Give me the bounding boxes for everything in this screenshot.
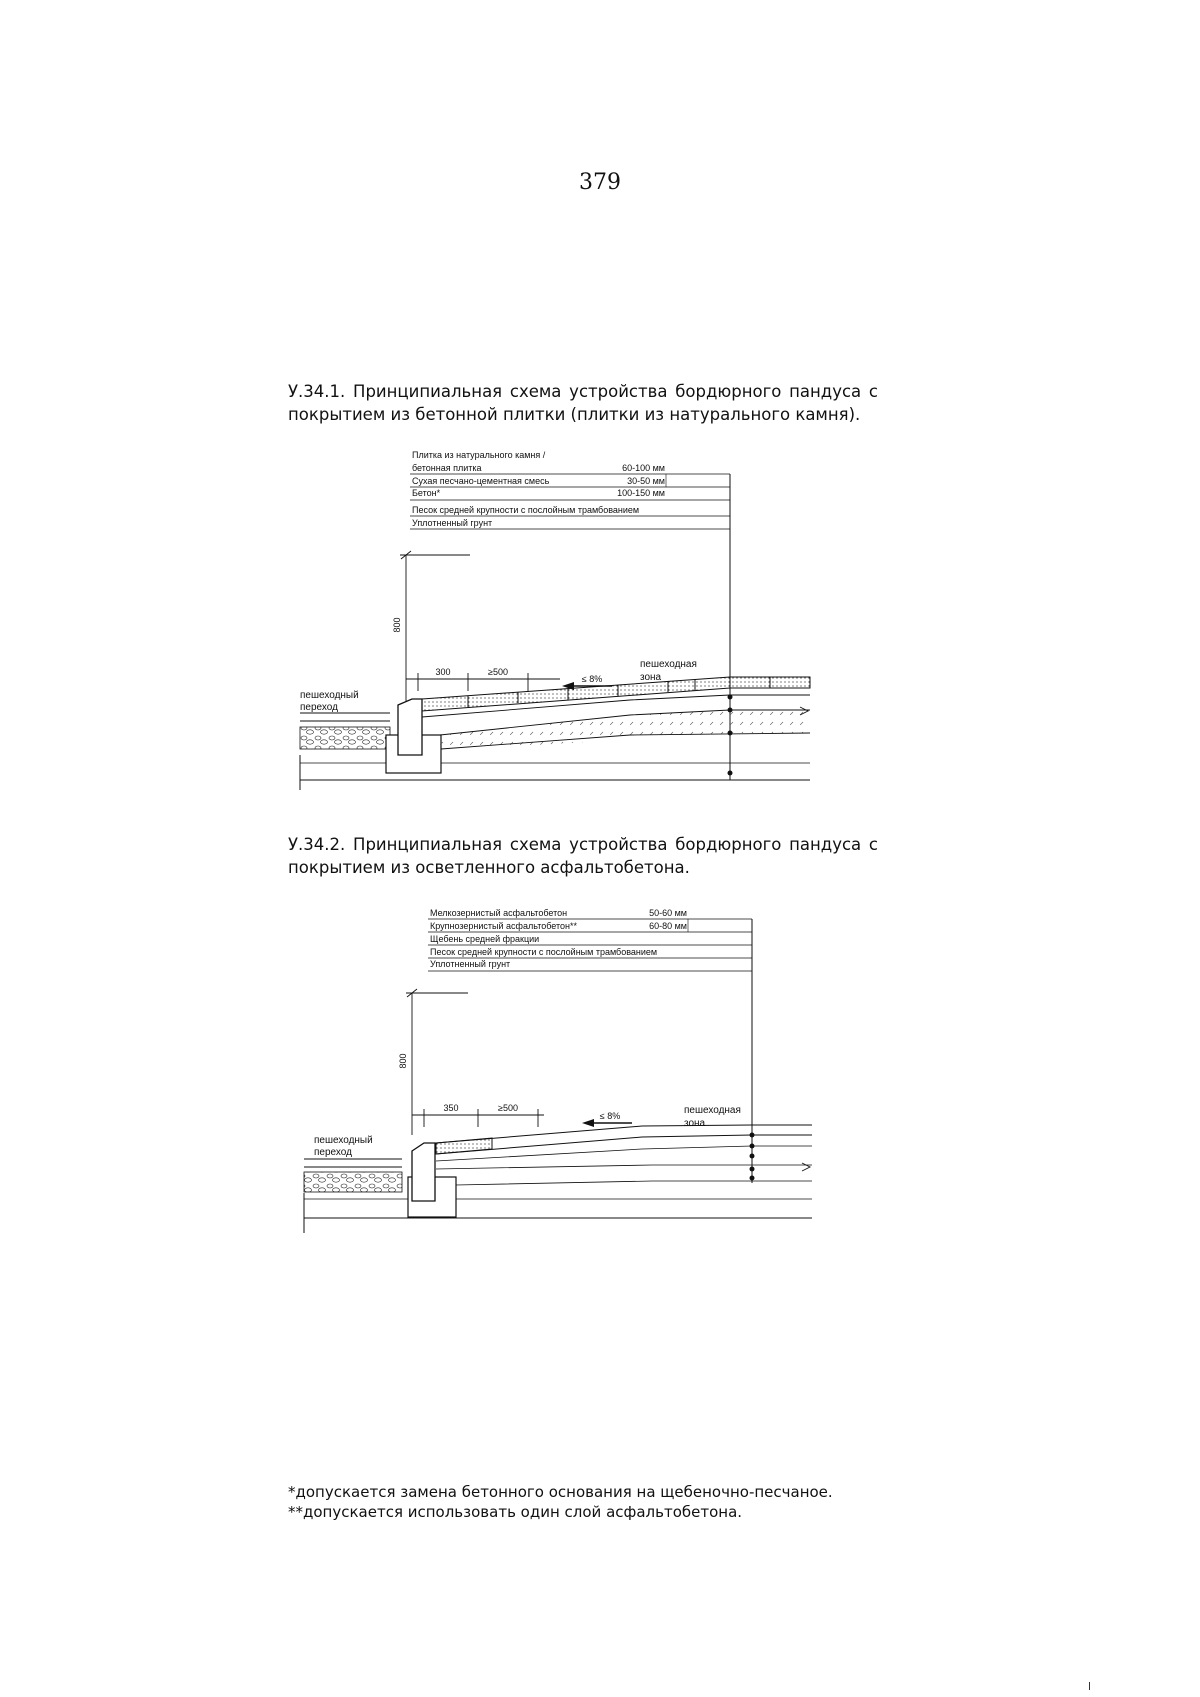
layer-label: Уплотненный грунт xyxy=(412,518,493,528)
crossing-label: переход xyxy=(300,702,338,713)
zone-label: зона xyxy=(640,672,662,683)
layer-label: Песок средней крупности с послойным трамбованием xyxy=(412,505,640,515)
slope-label: ≤ 8% xyxy=(581,674,603,684)
crossing-label: переход xyxy=(314,1147,352,1158)
zone-label: зона xyxy=(684,1118,706,1129)
layer-label: Мелкозернистый асфальтобетон xyxy=(430,908,568,918)
layer-label: Песок средней крупности с послойным трамбованием xyxy=(430,947,658,957)
layer-label: Плитка из натурального камня / xyxy=(412,450,546,460)
crossing-label: пешеходный xyxy=(314,1135,373,1146)
page-number: 379 xyxy=(579,170,621,195)
layer-label: Крупнозернистый асфальтобетон** xyxy=(430,921,577,931)
footnote-2: **допускается использовать один слой асфальтобетона. xyxy=(288,1503,743,1521)
road-section xyxy=(304,1159,812,1233)
dim-500: ≥500 xyxy=(498,1103,518,1113)
zone-label: пешеходная xyxy=(640,659,697,670)
layer-label: Бетон* xyxy=(412,488,441,498)
horizontal-dimensions xyxy=(406,667,560,691)
dim-vertical: 800 xyxy=(392,617,402,633)
layer-label: Щебень средней фракции xyxy=(430,934,540,944)
layer-thickness: 30-50 мм xyxy=(627,476,665,486)
page-edge-mark xyxy=(1089,1682,1090,1690)
ramp-tiles xyxy=(422,677,810,711)
layer-thickness: 50-60 мм xyxy=(649,908,687,918)
vertical-dimension xyxy=(398,989,468,1135)
layer-label: Уплотненный грунт xyxy=(430,959,511,969)
layer-thickness: 60-80 мм xyxy=(649,921,687,931)
ramp-diagram-tile xyxy=(300,445,810,800)
curb-stone xyxy=(408,1143,456,1217)
dim-vertical: 800 xyxy=(398,1053,408,1069)
dim-300: 300 xyxy=(435,667,451,677)
layer-legend xyxy=(410,450,730,529)
slope-label: ≤ 8% xyxy=(599,1111,621,1121)
layer-label: бетонная плитка xyxy=(412,463,482,473)
layer-thickness: 60-100 мм xyxy=(622,463,665,473)
dim-350: 350 xyxy=(443,1103,459,1113)
layer-thickness: 100-150 мм xyxy=(617,488,665,498)
layer-legend xyxy=(428,908,752,971)
ramp-asphalt xyxy=(436,1125,812,1185)
horizontal-dimensions xyxy=(412,1103,544,1127)
footnote-1: *допускается замена бетонного основания на щебеночно-песчаное. xyxy=(288,1483,833,1501)
layer-label: Сухая песчано-цементная смесь xyxy=(412,476,550,486)
dim-500: ≥500 xyxy=(488,667,508,677)
figure-caption-1: У.34.1. Принципиальная схема устройства бордюрного пандуса с покрытием из бетонной плитки (плитки из натурального камня). xyxy=(288,382,878,424)
zone-label: пешеходная xyxy=(684,1105,741,1116)
crossing-label: пешеходный xyxy=(300,690,359,701)
figure-caption-2: У.34.2. Принципиальная схема устройства бордюрного пандуса с покрытием из осветленного асфальтобетона. xyxy=(288,835,878,877)
slope-indicator xyxy=(582,1111,632,1127)
vertical-dimension xyxy=(392,551,470,703)
ramp-diagram-asphalt xyxy=(312,903,812,1233)
